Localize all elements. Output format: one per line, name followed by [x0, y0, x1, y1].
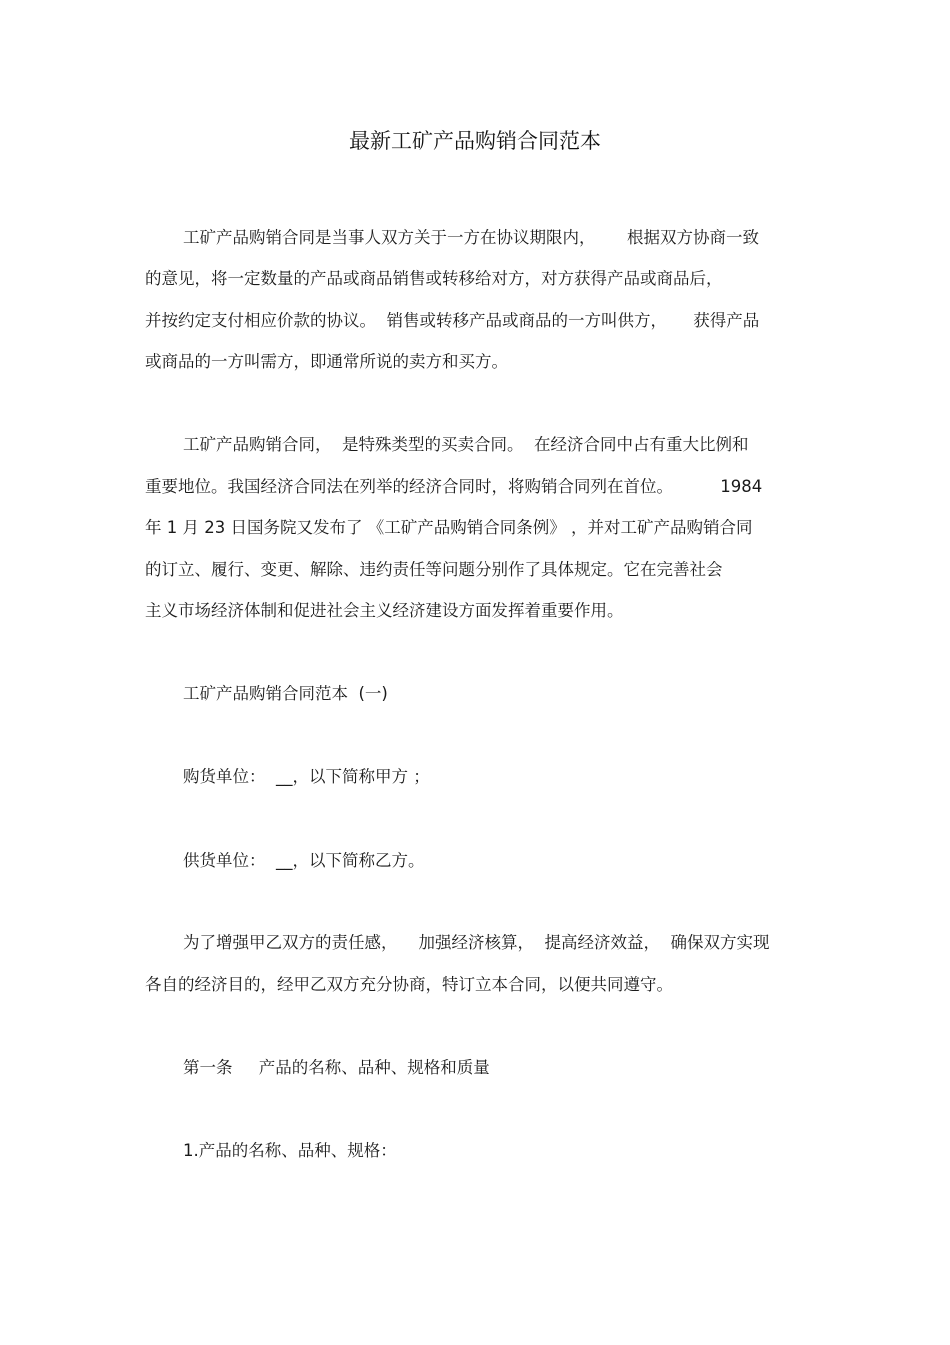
- template-heading: 工矿产品购销合同范本 (一): [183, 684, 388, 703]
- intro-paragraph-1-line: 并按约定支付相应价款的协议。 销售或转移产品或商品的一方叫供方， 获得产品: [145, 311, 760, 330]
- document-title: 最新工矿产品购销合同范本: [349, 129, 601, 153]
- intro-paragraph-1-line: 工矿产品购销合同是当事人双方关于一方在协议期限内， 根据双方协商一致: [183, 228, 759, 247]
- intro-paragraph-2-line: 的订立、履行、变更、解除、违约责任等问题分别作了具体规定。它在完善社会: [145, 560, 723, 579]
- article-1-heading: 第一条 产品的名称、品种、规格和质量: [183, 1058, 490, 1077]
- intro-paragraph-1-line: 的意见，将一定数量的产品或商品销售或转移给对方，对方获得产品或商品后，: [145, 269, 723, 288]
- article-1-item-1: 1.产品的名称、品种、规格：: [183, 1141, 397, 1160]
- intro-paragraph-2-line: 年 1 月 23 日国务院又发布了 《工矿产品购销合同条例》 ，并对工矿产品购销合同: [145, 518, 753, 537]
- intro-paragraph-2-line: 工矿产品购销合同， 是特殊类型的买卖合同。 在经济合同中占有重大比例和: [183, 435, 749, 454]
- purpose-paragraph-line: 为了增强甲乙双方的责任感， 加强经济核算， 提高经济效益， 确保双方实现: [183, 933, 770, 952]
- intro-paragraph-2-line: 主义市场经济体制和促进社会主义经济建设方面发挥着重要作用。: [145, 601, 624, 620]
- intro-paragraph-2-line: 重要地位。我国经济合同法在列举的经济合同时，将购销合同列在首位。 1984: [145, 477, 763, 496]
- intro-paragraph-1-line: 或商品的一方叫需方，即通常所说的卖方和买方。: [145, 352, 508, 371]
- buyer-line: 购货单位： __，以下简称甲方 ；: [183, 767, 430, 786]
- seller-line: 供货单位： __，以下简称乙方。: [183, 851, 425, 870]
- purpose-paragraph-line: 各自的经济目的，经甲乙双方充分协商，特订立本合同，以便共同遵守。: [145, 975, 673, 994]
